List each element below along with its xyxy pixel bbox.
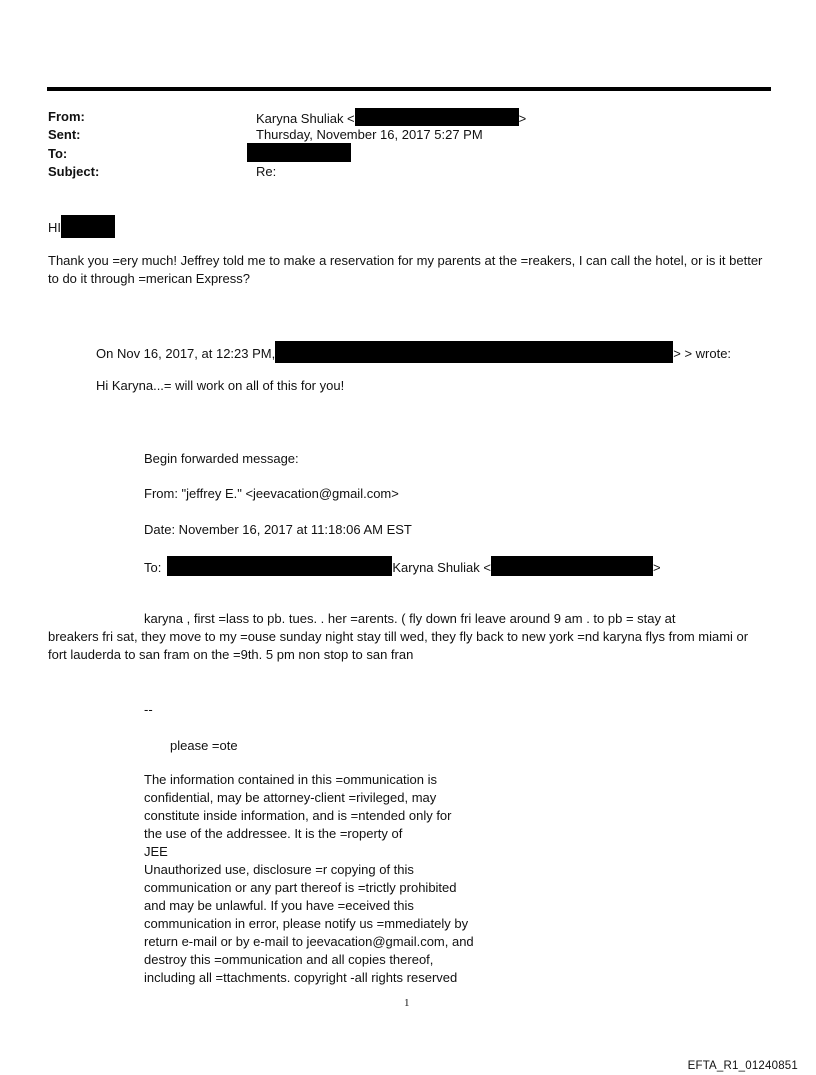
- forward-date: Date: November 16, 2017 at 11:18:06 AM EST: [144, 522, 412, 537]
- notice-line: The information contained in this =ommunication is: [144, 772, 438, 787]
- page-number: 1: [404, 997, 410, 1009]
- redaction-box: [61, 215, 115, 238]
- forward-message-continuation: breakers fri sat, they move to my =ouse sunday night stay till wed, they fly back to new york =nd karyna flys from miami or fort lauderda to san fram on the =9th. 5 pm non stop to san fran: [48, 629, 749, 662]
- notice-line: JEE: [144, 844, 168, 859]
- forward-to: [144, 556, 661, 577]
- subject-label: Subject:: [48, 164, 100, 179]
- notice-line: communication or any part thereof is =trictly prohibited: [144, 880, 457, 895]
- greeting-text: HI: [48, 220, 61, 235]
- notice-line: confidential, may be attorney-client =rivileged, may: [144, 790, 437, 805]
- redaction-box: [355, 108, 519, 126]
- confidentiality-notice: [144, 771, 504, 987]
- sent-label: Sent:: [48, 127, 81, 142]
- forward-to-close: >: [653, 560, 661, 575]
- to-label: To:: [48, 146, 68, 161]
- quoted-wrote: > > wrote:: [673, 346, 732, 361]
- notice-line: constitute inside information, and is =ntended only for: [144, 808, 452, 823]
- redaction-box: [491, 556, 653, 576]
- from-label: From:: [48, 109, 85, 124]
- notice-line: the use of the addressee. It is the =roperty of: [144, 826, 403, 841]
- reply-body: Thank you =ery much! Jeffrey told me to make a reservation for my parents at the =reakers, I can call the hotel, or is it better to do it through =merican Express?: [48, 253, 763, 286]
- redaction-box: [275, 341, 673, 363]
- forward-from: From: "jeffrey E." <jeevacation@gmail.com>: [144, 486, 399, 501]
- subject-value: Re:: [256, 164, 277, 179]
- forward-begin: Begin forwarded message:: [144, 451, 299, 466]
- from-value: [256, 108, 526, 128]
- to-redaction-box: [247, 143, 351, 162]
- notice-line: including all =ttachments. copyright -all rights reserved: [144, 970, 458, 985]
- notice-line: return e-mail or by e-mail to jeevacation@gmail.com, and: [144, 934, 474, 949]
- quoted-header: [96, 341, 731, 363]
- header-rule: [47, 87, 771, 91]
- forward-to-name: Karyna Shuliak <: [392, 560, 491, 575]
- from-close: >: [518, 111, 527, 126]
- forward-message-first-line: karyna , first =lass to pb. tues. . her =arents. ( fly down fri leave around 9 am . to pb = stay at: [144, 611, 676, 626]
- please-note: please =ote: [170, 738, 238, 753]
- notice-line: destroy this =ommunication and all copies thereof,: [144, 952, 434, 967]
- sent-value: Thursday, November 16, 2017 5:27 PM: [256, 127, 483, 142]
- quoted-date: On Nov 16, 2017, at 12:23 PM,: [96, 346, 276, 361]
- greeting: [48, 215, 115, 238]
- document-id: EFTA_R1_01240851: [687, 1060, 798, 1072]
- forward-to-label: To:: [144, 560, 162, 575]
- notice-line: communication in error, please notify us =mmediately by: [144, 916, 469, 931]
- quoted-reply: Hi Karyna...= will work on all of this for you!: [96, 378, 345, 393]
- redaction-box: [167, 556, 392, 576]
- notice-line: and may be unlawful. If you have =eceived this: [144, 898, 414, 913]
- notice-line: Unauthorized use, disclosure =r copying of this: [144, 862, 414, 877]
- signature-separator: --: [144, 702, 153, 717]
- from-name: Karyna Shuliak <: [256, 111, 355, 126]
